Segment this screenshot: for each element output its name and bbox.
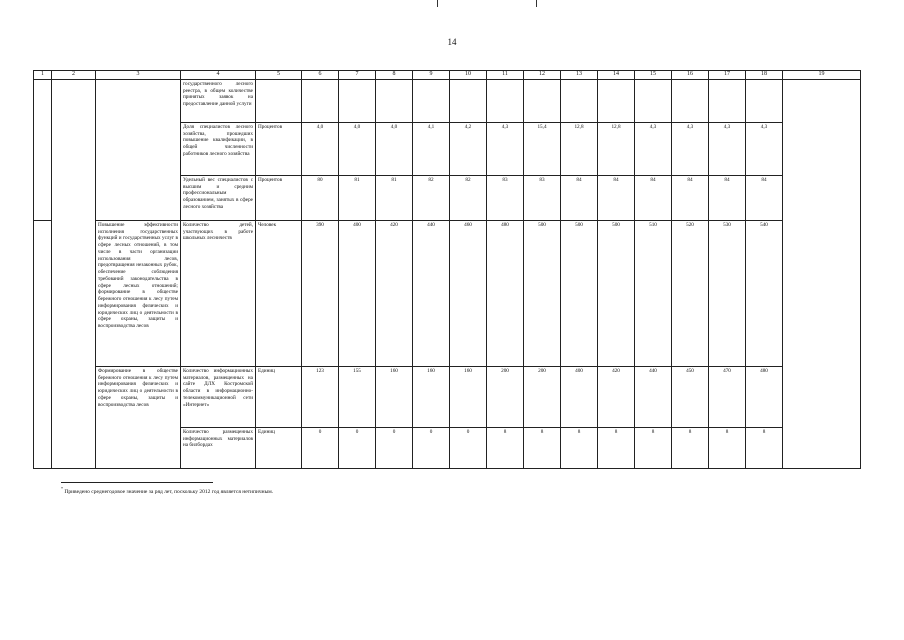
value-cell: 4,3 xyxy=(487,122,524,175)
value-cell: 83 xyxy=(524,175,561,220)
column-number: 11 xyxy=(487,71,524,80)
value-cell: 510 xyxy=(635,220,672,366)
value-cell: 390 xyxy=(302,220,339,366)
value-cell: 84 xyxy=(709,175,746,220)
value-cell: 4,2 xyxy=(450,122,487,175)
unit-cell: Единиц xyxy=(256,427,302,468)
value-cell: 84 xyxy=(746,175,783,220)
page-number: 14 xyxy=(447,37,457,47)
value-cell xyxy=(672,79,709,122)
value-cell: 82 xyxy=(413,175,450,220)
column-number: 7 xyxy=(339,71,376,80)
table-row xyxy=(34,220,861,366)
value-cell: 8 xyxy=(709,427,746,468)
value-cell: 4,3 xyxy=(709,122,746,175)
value-cell: 84 xyxy=(598,175,635,220)
footnote-text: Приведено среднегодовое значение за ряд лет, поскольку 2012 год является нетипичным. xyxy=(64,488,274,495)
value-cell: 450 xyxy=(672,366,709,427)
value-cell: 4,1 xyxy=(413,122,450,175)
value-cell xyxy=(339,79,376,122)
task-cell xyxy=(96,79,181,220)
column-number: 1 xyxy=(34,71,52,80)
value-cell: 470 xyxy=(709,366,746,427)
value-cell: 8 xyxy=(672,427,709,468)
value-cell: 0 xyxy=(413,427,450,468)
value-cell: 400 xyxy=(561,366,598,427)
task-cell: Повышение эффективности исполнения государственных функций и государственных услуг в сфере лесных отношений, в том числе в части организации использования лесов, предотвращения незаконных рубок, обеспечение соблюдения требований законодательства в сфере лесных отношений; формирование в обществе бережного отношения к лесу путем информирования физических и юридических лиц о деятельности в сфере охраны, защиты и воспроизводства лесов xyxy=(96,220,181,366)
value-cell xyxy=(598,79,635,122)
value-cell: 160 xyxy=(450,366,487,427)
unit-cell: Единиц xyxy=(256,366,302,427)
value-cell: 81 xyxy=(339,175,376,220)
scan-mark xyxy=(536,0,537,7)
unit-cell xyxy=(256,79,302,122)
footnote xyxy=(61,486,273,495)
cell-col1 xyxy=(34,220,52,468)
value-cell: 12,8 xyxy=(598,122,635,175)
column-number: 6 xyxy=(302,71,339,80)
value-cell: 12,8 xyxy=(561,122,598,175)
column-number: 14 xyxy=(598,71,635,80)
indicator-cell: Доля специалистов лесного хозяйства, прошедших повышение квалификации, в общей численности работников лесного хозяйства xyxy=(181,122,256,175)
cell-col19 xyxy=(783,79,861,468)
value-cell: 520 xyxy=(672,220,709,366)
value-cell: 0 xyxy=(450,427,487,468)
column-number: 19 xyxy=(783,71,861,80)
indicator-cell: Количество детей, участвующих в работе школьных лесничеств xyxy=(181,220,256,366)
column-number: 17 xyxy=(709,71,746,80)
value-cell: 160 xyxy=(376,366,413,427)
cell-col2 xyxy=(52,79,96,468)
value-cell: 500 xyxy=(524,220,561,366)
value-cell: 420 xyxy=(598,366,635,427)
value-cell: 160 xyxy=(413,366,450,427)
value-cell: 540 xyxy=(746,220,783,366)
unit-cell: Процентов xyxy=(256,175,302,220)
value-cell: 0 xyxy=(302,427,339,468)
unit-cell: Человек xyxy=(256,220,302,366)
column-number: 8 xyxy=(376,71,413,80)
value-cell: 8 xyxy=(598,427,635,468)
table-row xyxy=(34,366,861,427)
value-cell: 8 xyxy=(561,427,598,468)
value-cell xyxy=(413,79,450,122)
value-cell: 480 xyxy=(487,220,524,366)
value-cell: 84 xyxy=(635,175,672,220)
value-cell: 155 xyxy=(339,366,376,427)
value-cell xyxy=(376,79,413,122)
value-cell: 4,0 xyxy=(302,122,339,175)
value-cell: 80 xyxy=(302,175,339,220)
value-cell xyxy=(709,79,746,122)
column-number: 2 xyxy=(52,71,96,80)
column-number: 5 xyxy=(256,71,302,80)
value-cell xyxy=(450,79,487,122)
footnote-mark: * xyxy=(61,486,63,491)
cell-col1 xyxy=(34,79,52,220)
value-cell: 4,0 xyxy=(339,122,376,175)
column-number: 15 xyxy=(635,71,672,80)
value-cell xyxy=(524,79,561,122)
value-cell: 530 xyxy=(709,220,746,366)
value-cell xyxy=(746,79,783,122)
value-cell: 84 xyxy=(672,175,709,220)
column-number: 18 xyxy=(746,71,783,80)
value-cell: 0 xyxy=(376,427,413,468)
value-cell: 81 xyxy=(376,175,413,220)
value-cell: 8 xyxy=(746,427,783,468)
value-cell: 440 xyxy=(635,366,672,427)
value-cell: 123 xyxy=(302,366,339,427)
column-number: 3 xyxy=(96,71,181,80)
value-cell: 83 xyxy=(487,175,524,220)
value-cell: 8 xyxy=(635,427,672,468)
value-cell: 4,3 xyxy=(635,122,672,175)
value-cell: 440 xyxy=(413,220,450,366)
table-row xyxy=(34,79,861,122)
indicator-table xyxy=(33,70,861,469)
value-cell: 4,0 xyxy=(376,122,413,175)
value-cell: 8 xyxy=(487,427,524,468)
task-cell: Формирование в обществе бережного отношения к лесу путем информирования физических и юридических лиц о деятельности в сфере охраны, защиты и воспроизводства лесов xyxy=(96,366,181,468)
column-number: 16 xyxy=(672,71,709,80)
indicator-cell: Удельный вес специалистов с высшим и средним профессиональным образованием, занятых в сфере лесного хозяйства xyxy=(181,175,256,220)
value-cell: 420 xyxy=(376,220,413,366)
value-cell: 15,4 xyxy=(524,122,561,175)
indicator-cell: государственного лесного реестра, в общем количестве принятых заявок на предоставление данной услуги xyxy=(181,79,256,122)
value-cell: 0 xyxy=(339,427,376,468)
indicator-cell: Количество размещенных информационных материалов на билбордах xyxy=(181,427,256,468)
value-cell: 8 xyxy=(524,427,561,468)
column-number: 9 xyxy=(413,71,450,80)
unit-cell: Процентов xyxy=(256,122,302,175)
indicator-cell: Количество информационных материалов, размещенных на сайте ДЛХ Костромской области в информационно-телекоммуникационной сети «Интернет» xyxy=(181,366,256,427)
scan-mark xyxy=(437,0,438,7)
value-cell xyxy=(487,79,524,122)
value-cell: 200 xyxy=(487,366,524,427)
column-number: 13 xyxy=(561,71,598,80)
value-cell xyxy=(561,79,598,122)
value-cell: 82 xyxy=(450,175,487,220)
column-number: 10 xyxy=(450,71,487,80)
value-cell: 460 xyxy=(450,220,487,366)
footnote-divider xyxy=(61,482,213,483)
header-row xyxy=(34,71,861,80)
value-cell: 4,3 xyxy=(746,122,783,175)
column-number: 12 xyxy=(524,71,561,80)
value-cell: 200 xyxy=(524,366,561,427)
value-cell: 500 xyxy=(598,220,635,366)
value-cell xyxy=(302,79,339,122)
value-cell: 480 xyxy=(746,366,783,427)
value-cell: 4,3 xyxy=(672,122,709,175)
value-cell: 400 xyxy=(339,220,376,366)
value-cell: 84 xyxy=(561,175,598,220)
value-cell: 500 xyxy=(561,220,598,366)
value-cell xyxy=(635,79,672,122)
column-number: 4 xyxy=(181,71,256,80)
